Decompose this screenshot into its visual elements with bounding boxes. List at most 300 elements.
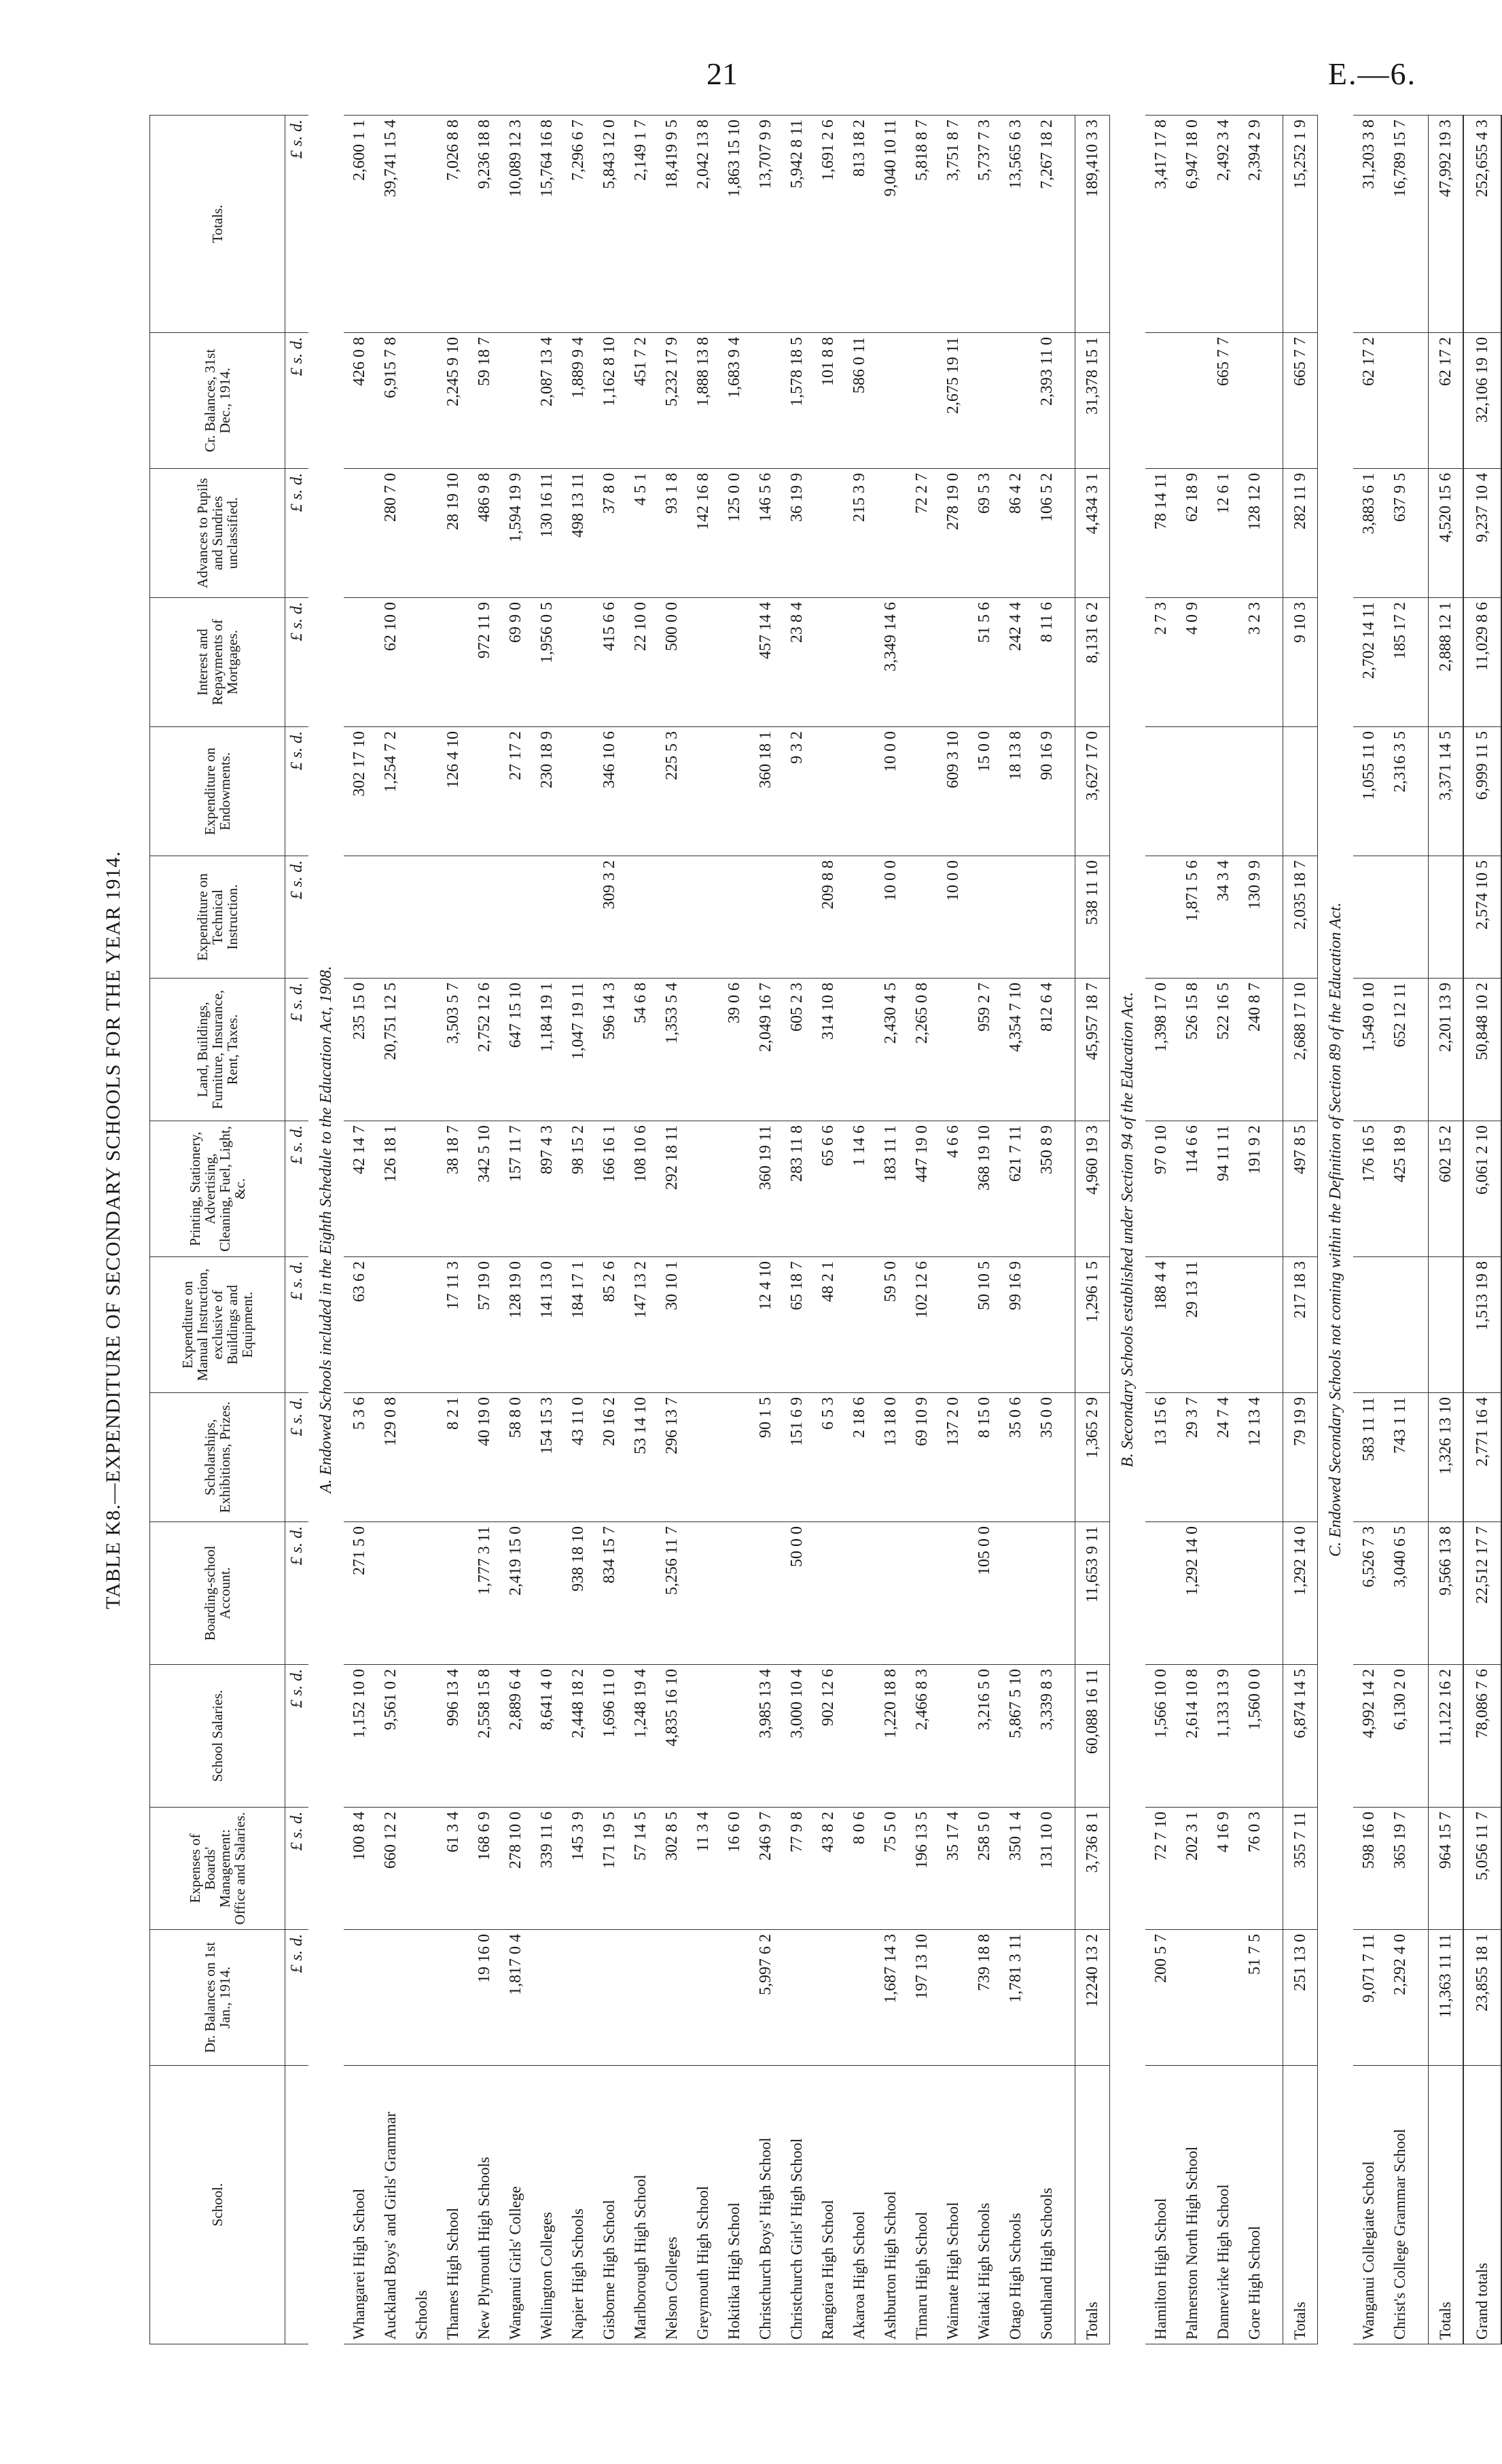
table-cell bbox=[844, 979, 875, 1121]
table-cell: 314 10 8 bbox=[812, 979, 844, 1121]
table-cell bbox=[969, 333, 1000, 469]
table-cell: 739 18 8 bbox=[969, 1930, 1000, 2066]
table-cell: 1,055 11 0 bbox=[1353, 727, 1384, 856]
table-cell: 339 11 6 bbox=[531, 1808, 562, 1930]
table-cell: 1,560 0 0 bbox=[1239, 1665, 1270, 1808]
units-cell: £ s. d. bbox=[285, 333, 309, 469]
table-cell: 3,627 17 0 bbox=[1075, 727, 1110, 856]
table-cell: 40 19 0 bbox=[469, 1393, 500, 1522]
school-name: Christ's College Grammar School bbox=[1384, 2066, 1416, 2344]
table-cell: 1,326 13 10 bbox=[1429, 1393, 1464, 1522]
table-cell: 1,248 19 4 bbox=[625, 1665, 656, 1808]
table-cell: 637 9 5 bbox=[1384, 469, 1416, 598]
table-cell: 13 18 0 bbox=[875, 1393, 906, 1522]
table-cell: 3,371 14 5 bbox=[1429, 727, 1464, 856]
table-cell bbox=[1208, 1522, 1239, 1665]
table-cell bbox=[1384, 333, 1416, 469]
column-header: Expenditure on Endowments. bbox=[150, 727, 285, 856]
school-name: New Plymouth High Schools bbox=[469, 2066, 500, 2344]
table-cell: 166 16 1 bbox=[594, 1121, 625, 1257]
table-cell: 1,889 9 4 bbox=[562, 333, 594, 469]
table-cell bbox=[406, 469, 437, 598]
column-header: Advances to Pupils and Sundries unclassified. bbox=[150, 469, 285, 598]
table-row bbox=[812, 116, 844, 2344]
school-name: Nelson Colleges bbox=[656, 2066, 687, 2344]
table-cell: 902 12 6 bbox=[812, 1665, 844, 1808]
table-cell: 11,653 9 11 bbox=[1075, 1522, 1110, 1665]
table-cell bbox=[406, 979, 437, 1121]
table-cell: 2,600 1 1 bbox=[344, 116, 375, 333]
table-cell: 596 14 3 bbox=[594, 979, 625, 1121]
table-cell: 6,874 14 5 bbox=[1283, 1665, 1318, 1808]
table-cell bbox=[437, 1522, 469, 1665]
table-cell: 9,237 10 4 bbox=[1463, 469, 1501, 598]
table-cell bbox=[937, 1522, 969, 1665]
table-cell: 1,566 10 0 bbox=[1145, 1665, 1177, 1808]
table-cell bbox=[906, 598, 937, 727]
table-cell: 834 15 7 bbox=[594, 1522, 625, 1665]
table-cell: 62 18 9 bbox=[1177, 469, 1208, 598]
table-cell bbox=[719, 598, 750, 727]
table-cell: 4,354 7 10 bbox=[1000, 979, 1031, 1121]
section-title-row bbox=[308, 116, 344, 2344]
school-name: Schools bbox=[406, 2066, 437, 2344]
table-cell: 37 8 0 bbox=[594, 469, 625, 598]
table-cell bbox=[437, 856, 469, 979]
table-cell bbox=[1208, 1257, 1239, 1393]
table-cell: 368 19 10 bbox=[969, 1121, 1000, 1257]
table-cell: 12 13 4 bbox=[1239, 1393, 1270, 1522]
table-cell bbox=[406, 1808, 437, 1930]
units-cell: £ s. d. bbox=[285, 1808, 309, 1930]
table-cell bbox=[875, 1522, 906, 1665]
table-cell: 235 15 0 bbox=[344, 979, 375, 1121]
table-cell: 3,751 8 7 bbox=[937, 116, 969, 333]
table-cell: 62 17 2 bbox=[1353, 333, 1384, 469]
table-row bbox=[687, 116, 719, 2344]
table-cell: 360 19 11 bbox=[750, 1121, 781, 1257]
table-cell: 302 17 10 bbox=[344, 727, 375, 856]
table-cell: 5,843 12 0 bbox=[594, 116, 625, 333]
table-cell: 47,992 19 3 bbox=[1429, 116, 1464, 333]
table-cell: 497 8 5 bbox=[1283, 1121, 1318, 1257]
table-cell bbox=[344, 598, 375, 727]
table-cell: 61 3 4 bbox=[437, 1808, 469, 1930]
units-cell: £ s. d. bbox=[285, 1665, 309, 1808]
table-cell: 125 0 0 bbox=[719, 469, 750, 598]
table-cell: 996 13 4 bbox=[437, 1665, 469, 1808]
table-cell: 168 6 9 bbox=[469, 1808, 500, 1930]
table-cell: 202 3 1 bbox=[1177, 1808, 1208, 1930]
table-cell: 346 10 6 bbox=[594, 727, 625, 856]
table-cell: 2,492 3 4 bbox=[1208, 116, 1239, 333]
table-cell: 240 8 7 bbox=[1239, 979, 1270, 1121]
units-cell: £ s. d. bbox=[285, 1393, 309, 1522]
table-cell bbox=[406, 727, 437, 856]
table-cell bbox=[1145, 856, 1177, 979]
table-cell bbox=[375, 1930, 406, 2066]
table-cell: 191 9 2 bbox=[1239, 1121, 1270, 1257]
column-header: Boarding-school Account. bbox=[150, 1522, 285, 1665]
table-cell: 69 10 9 bbox=[906, 1393, 937, 1522]
table-cell: 938 18 10 bbox=[562, 1522, 594, 1665]
table-cell bbox=[500, 333, 531, 469]
header-row bbox=[150, 116, 285, 2344]
table-cell bbox=[719, 727, 750, 856]
table-row bbox=[500, 116, 531, 2344]
table-cell: 189,410 3 3 bbox=[1075, 116, 1110, 333]
table-cell: 8,641 4 0 bbox=[531, 1665, 562, 1808]
table-row bbox=[437, 116, 469, 2344]
table-cell bbox=[844, 856, 875, 979]
section-title: C. Endowed Secondary Schools not coming within the Definition of Section 89 of the Education Act. bbox=[1326, 902, 1344, 1557]
table-cell: 583 11 11 bbox=[1353, 1393, 1384, 1522]
table-cell bbox=[1208, 727, 1239, 856]
school-name: Ashburton High School bbox=[875, 2066, 906, 2344]
table-cell bbox=[1353, 1257, 1384, 1393]
table-cell: 43 8 2 bbox=[812, 1808, 844, 1930]
table-cell: 4,520 15 6 bbox=[1429, 469, 1464, 598]
table-row bbox=[719, 116, 750, 2344]
table-cell: 6,915 7 8 bbox=[375, 333, 406, 469]
table-cell: 146 5 6 bbox=[750, 469, 781, 598]
table-cell: 5,867 5 10 bbox=[1000, 1665, 1031, 1808]
school-name: Hamilton High School bbox=[1145, 2066, 1177, 2344]
table-cell: 309 3 2 bbox=[594, 856, 625, 979]
table-cell bbox=[719, 1121, 750, 1257]
section-title: B. Secondary Schools established under Section 94 of the Education Act. bbox=[1118, 991, 1137, 1468]
table-cell bbox=[844, 1257, 875, 1393]
table-cell bbox=[375, 856, 406, 979]
table-cell: 1,047 19 11 bbox=[562, 979, 594, 1121]
table-cell bbox=[812, 727, 844, 856]
table-row bbox=[344, 116, 375, 2344]
table-cell: 10 0 0 bbox=[875, 727, 906, 856]
table-row bbox=[906, 116, 937, 2344]
table-cell bbox=[687, 1930, 719, 2066]
table-cell: 13 15 6 bbox=[1145, 1393, 1177, 1522]
table-cell: 100 8 4 bbox=[344, 1808, 375, 1930]
table-cell: 13,565 6 3 bbox=[1000, 116, 1031, 333]
table-cell: 283 11 8 bbox=[781, 1121, 812, 1257]
table-cell: 1,863 15 10 bbox=[719, 116, 750, 333]
table-cell: 1,292 14 0 bbox=[1177, 1522, 1208, 1665]
table-cell: 97 0 10 bbox=[1145, 1121, 1177, 1257]
school-name: Grand totals bbox=[1463, 2066, 1501, 2344]
table-cell: 94 11 11 bbox=[1208, 1121, 1239, 1257]
table-cell bbox=[844, 727, 875, 856]
table-cell: 1,184 19 1 bbox=[531, 979, 562, 1121]
table-cell: 147 13 2 bbox=[625, 1257, 656, 1393]
table-cell: 1,594 19 9 bbox=[500, 469, 531, 598]
table-row bbox=[1384, 116, 1416, 2344]
table-cell: 813 18 2 bbox=[844, 116, 875, 333]
table-cell: 9 3 2 bbox=[781, 727, 812, 856]
section-title: A. Endowed Schools included in the Eighth Schedule to the Education Act, 1908. bbox=[317, 966, 335, 1494]
table-cell: 151 6 9 bbox=[781, 1393, 812, 1522]
table-cell bbox=[406, 1257, 437, 1393]
table-cell: 3,503 5 7 bbox=[437, 979, 469, 1121]
table-row bbox=[1177, 116, 1208, 2344]
table-cell bbox=[1000, 856, 1031, 979]
table-cell: 128 19 0 bbox=[500, 1257, 531, 1393]
table-cell: 1,398 17 0 bbox=[1145, 979, 1177, 1121]
table-cell: 126 18 1 bbox=[375, 1121, 406, 1257]
table-cell bbox=[344, 469, 375, 598]
column-header: Interest and Repayments of Mortgages. bbox=[150, 598, 285, 727]
table-cell: 355 7 11 bbox=[1283, 1808, 1318, 1930]
table-cell bbox=[562, 598, 594, 727]
table-row bbox=[750, 116, 781, 2344]
table-cell: 4 0 9 bbox=[1177, 598, 1208, 727]
table-cell: 3,339 8 3 bbox=[1031, 1665, 1062, 1808]
table-cell: 185 17 2 bbox=[1384, 598, 1416, 727]
table-cell: 251 13 0 bbox=[1283, 1930, 1318, 2066]
table-cell: 106 5 2 bbox=[1031, 469, 1062, 598]
table-cell: 105 0 0 bbox=[969, 1522, 1000, 1665]
table-cell bbox=[344, 856, 375, 979]
table-cell: 12 6 1 bbox=[1208, 469, 1239, 598]
table-cell: 9,236 18 8 bbox=[469, 116, 500, 333]
table-cell: 972 11 9 bbox=[469, 598, 500, 727]
table-cell: 184 17 1 bbox=[562, 1257, 594, 1393]
table-cell: 6 5 3 bbox=[812, 1393, 844, 1522]
table-cell: 5,056 11 7 bbox=[1463, 1808, 1501, 1930]
table-cell: 8 11 6 bbox=[1031, 598, 1062, 727]
table-cell bbox=[1000, 1522, 1031, 1665]
table-cell: 1,152 10 0 bbox=[344, 1665, 375, 1808]
school-name: Wellington Colleges bbox=[531, 2066, 562, 2344]
table-cell: 131 10 0 bbox=[1031, 1808, 1062, 1930]
table-cell: 2,702 14 11 bbox=[1353, 598, 1384, 727]
expenditure-table bbox=[149, 115, 1502, 2344]
school-name: Waitaki High Schools bbox=[969, 2066, 1000, 2344]
table-cell: 447 19 0 bbox=[906, 1121, 937, 1257]
table-cell: 426 0 8 bbox=[344, 333, 375, 469]
table-cell: 3,040 6 5 bbox=[1384, 1522, 1416, 1665]
table-cell bbox=[812, 1522, 844, 1665]
table-cell: 1,687 14 3 bbox=[875, 1930, 906, 2066]
table-cell: 1,781 3 11 bbox=[1000, 1930, 1031, 2066]
table-cell: 27 17 2 bbox=[500, 727, 531, 856]
table-cell: 486 9 8 bbox=[469, 469, 500, 598]
table-cell: 225 5 3 bbox=[656, 727, 687, 856]
table-cell bbox=[687, 727, 719, 856]
table-cell: 50 10 5 bbox=[969, 1257, 1000, 1393]
table-cell bbox=[1353, 856, 1384, 979]
table-cell: 1,133 13 9 bbox=[1208, 1665, 1239, 1808]
table-cell bbox=[687, 1393, 719, 1522]
table-row bbox=[781, 116, 812, 2344]
table-cell: 51 7 5 bbox=[1239, 1930, 1270, 2066]
table-cell bbox=[875, 333, 906, 469]
table-row bbox=[844, 116, 875, 2344]
table-cell bbox=[625, 856, 656, 979]
units-cell: £ s. d. bbox=[285, 1522, 309, 1665]
table-cell bbox=[1177, 1930, 1208, 2066]
table-cell: 65 18 7 bbox=[781, 1257, 812, 1393]
table-cell: 1,578 18 5 bbox=[781, 333, 812, 469]
table-cell bbox=[844, 1665, 875, 1808]
table-cell bbox=[1031, 856, 1062, 979]
table-cell: 522 16 5 bbox=[1208, 979, 1239, 1121]
table-cell: 278 10 0 bbox=[500, 1808, 531, 1930]
table-cell: 1,292 14 0 bbox=[1283, 1522, 1318, 1665]
table-cell: 130 9 9 bbox=[1239, 856, 1270, 979]
table-cell: 4 6 6 bbox=[937, 1121, 969, 1257]
table-cell: 39 0 6 bbox=[719, 979, 750, 1121]
table-cell: 897 4 3 bbox=[531, 1121, 562, 1257]
table-cell bbox=[625, 1522, 656, 1665]
table-cell: 31,203 3 8 bbox=[1353, 116, 1384, 333]
school-name: Greymouth High School bbox=[687, 2066, 719, 2344]
table-cell: 114 6 6 bbox=[1177, 1121, 1208, 1257]
table-row bbox=[875, 116, 906, 2344]
table-cell: 8 0 6 bbox=[844, 1808, 875, 1930]
table-cell: 8 15 0 bbox=[969, 1393, 1000, 1522]
school-name: Auckland Boys' and Girls' Grammar bbox=[375, 2066, 406, 2344]
table-cell: 2,042 13 8 bbox=[687, 116, 719, 333]
table-cell: 9,071 7 11 bbox=[1353, 1930, 1384, 2066]
table-cell: 302 8 5 bbox=[656, 1808, 687, 1930]
table-cell: 6,947 18 0 bbox=[1177, 116, 1208, 333]
table-cell: 812 6 4 bbox=[1031, 979, 1062, 1121]
table-cell: 48 2 1 bbox=[812, 1257, 844, 1393]
table-cell: 126 4 10 bbox=[437, 727, 469, 856]
table-cell bbox=[656, 1930, 687, 2066]
table-cell bbox=[875, 469, 906, 598]
school-name: Christchurch Girls' High School bbox=[781, 2066, 812, 2344]
table-cell: 35 0 0 bbox=[1031, 1393, 1062, 1522]
table-cell: 8,131 6 2 bbox=[1075, 598, 1110, 727]
table-cell: 2,049 16 7 bbox=[750, 979, 781, 1121]
table-cell bbox=[469, 856, 500, 979]
table-cell: 130 16 11 bbox=[531, 469, 562, 598]
table-cell: 24 7 4 bbox=[1208, 1393, 1239, 1522]
table-cell bbox=[687, 1665, 719, 1808]
grand-total-row bbox=[1463, 116, 1501, 2344]
table-cell bbox=[687, 1522, 719, 1665]
table-cell: 7,026 8 8 bbox=[437, 116, 469, 333]
table-cell: 2,035 18 7 bbox=[1283, 856, 1318, 979]
table-cell: 9 10 3 bbox=[1283, 598, 1318, 727]
table-cell: 23,855 18 1 bbox=[1463, 1930, 1501, 2066]
school-name: Gisborne High School bbox=[594, 2066, 625, 2344]
table-cell bbox=[1384, 856, 1416, 979]
table-cell: 2,771 16 4 bbox=[1463, 1393, 1501, 1522]
table-cell: 2,419 15 0 bbox=[500, 1522, 531, 1665]
table-cell: 4,434 3 1 bbox=[1075, 469, 1110, 598]
school-name: Wanganui Girls' College bbox=[500, 2066, 531, 2344]
school-name: Hokitika High School bbox=[719, 2066, 750, 2344]
column-header: Expenditure on Technical Instruction. bbox=[150, 856, 285, 979]
table-cell: 145 3 9 bbox=[562, 1808, 594, 1930]
table-row bbox=[469, 116, 500, 2344]
table-cell: 171 19 5 bbox=[594, 1808, 625, 1930]
table-cell: 65 6 6 bbox=[812, 1121, 844, 1257]
table-cell: 129 0 8 bbox=[375, 1393, 406, 1522]
table-row bbox=[375, 116, 406, 2344]
table-cell: 5,232 17 9 bbox=[656, 333, 687, 469]
table-cell: 76 0 3 bbox=[1239, 1808, 1270, 1930]
table-cell: 647 15 10 bbox=[500, 979, 531, 1121]
column-header: Land, Buildings, Furniture, Insurance, Rent, Taxes. bbox=[150, 979, 285, 1121]
table-cell: 78,086 7 6 bbox=[1463, 1665, 1501, 1808]
table-cell: 2,430 4 5 bbox=[875, 979, 906, 1121]
school-name: Totals bbox=[1283, 2066, 1318, 2344]
table-cell: 2,558 15 8 bbox=[469, 1665, 500, 1808]
table-row bbox=[406, 116, 437, 2344]
table-cell: 605 2 3 bbox=[781, 979, 812, 1121]
table-cell: 586 0 11 bbox=[844, 333, 875, 469]
table-cell: 2,889 6 4 bbox=[500, 1665, 531, 1808]
table-cell: 4,835 16 10 bbox=[656, 1665, 687, 1808]
table-cell: 72 7 10 bbox=[1145, 1808, 1177, 1930]
table-cell: 19 16 0 bbox=[469, 1930, 500, 2066]
total-row bbox=[1429, 116, 1464, 2344]
table-cell bbox=[1145, 1522, 1177, 1665]
table-row bbox=[562, 116, 594, 2344]
table-cell: 45,957 18 7 bbox=[1075, 979, 1110, 1121]
spacer-row bbox=[1270, 116, 1283, 2344]
table-cell: 6,999 11 5 bbox=[1463, 727, 1501, 856]
table-cell: 75 5 0 bbox=[875, 1808, 906, 1930]
table-cell: 137 2 0 bbox=[937, 1393, 969, 1522]
table-cell: 2,201 13 9 bbox=[1429, 979, 1464, 1121]
table-cell bbox=[719, 1393, 750, 1522]
table-cell bbox=[406, 1522, 437, 1665]
table-cell: 1,871 5 6 bbox=[1177, 856, 1208, 979]
table-cell: 8 2 1 bbox=[437, 1393, 469, 1522]
table-cell: 209 8 8 bbox=[812, 856, 844, 979]
section-title-row bbox=[1110, 116, 1146, 2344]
column-header: Totals. bbox=[150, 116, 285, 333]
table-cell: 3,216 5 0 bbox=[969, 1665, 1000, 1808]
table-cell: 31,378 15 1 bbox=[1075, 333, 1110, 469]
table-cell: 2,245 9 10 bbox=[437, 333, 469, 469]
table-cell: 35 17 4 bbox=[937, 1808, 969, 1930]
table-cell: 93 1 8 bbox=[656, 469, 687, 598]
column-header: Cr. Balances, 31st Dec., 1914. bbox=[150, 333, 285, 469]
table-cell: 10,089 12 3 bbox=[500, 116, 531, 333]
table-cell bbox=[1177, 727, 1208, 856]
table-cell: 1,296 1 5 bbox=[1075, 1257, 1110, 1393]
table-cell: 5,256 11 7 bbox=[656, 1522, 687, 1665]
table-cell: 17 11 3 bbox=[437, 1257, 469, 1393]
table-cell: 2,448 18 2 bbox=[562, 1665, 594, 1808]
table-cell bbox=[750, 856, 781, 979]
total-row bbox=[1075, 116, 1110, 2344]
table-cell: 1,353 5 4 bbox=[656, 979, 687, 1121]
school-name: Palmerston North High School bbox=[1177, 2066, 1208, 2344]
table-cell: 183 11 1 bbox=[875, 1121, 906, 1257]
school-name: Southland High Schools bbox=[1031, 2066, 1062, 2344]
table-cell: 10 0 0 bbox=[875, 856, 906, 979]
table-cell bbox=[375, 1522, 406, 1665]
table-cell: 4 5 1 bbox=[625, 469, 656, 598]
table-cell: 15,764 16 8 bbox=[531, 116, 562, 333]
table-cell bbox=[375, 1257, 406, 1393]
table-cell: 3,736 8 1 bbox=[1075, 1808, 1110, 1930]
table-cell: 1,956 0 5 bbox=[531, 598, 562, 727]
table-cell bbox=[625, 1930, 656, 2066]
table-cell: 16,789 15 7 bbox=[1384, 116, 1416, 333]
table-cell: 23 8 4 bbox=[781, 598, 812, 727]
units-cell: £ s. d. bbox=[285, 1121, 309, 1257]
table-cell: 2,574 10 5 bbox=[1463, 856, 1501, 979]
table-cell bbox=[1145, 333, 1177, 469]
table-cell: 15 0 0 bbox=[969, 727, 1000, 856]
